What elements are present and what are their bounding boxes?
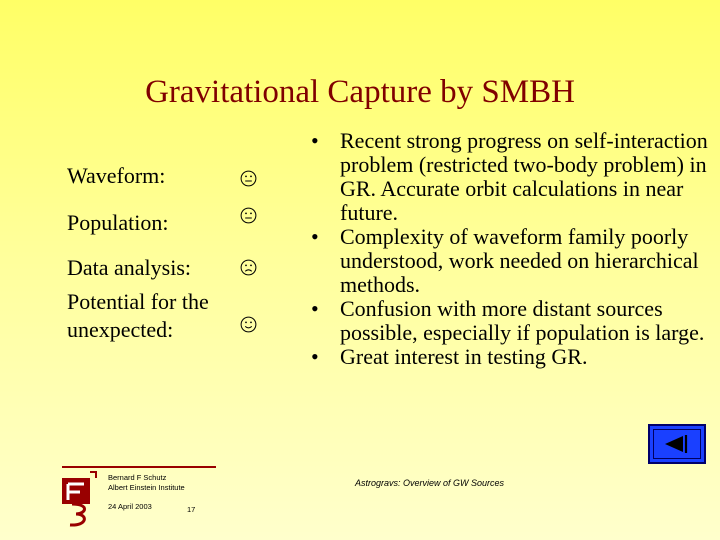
bullet-text: Confusion with more distant sources possible, especially if population is large.	[340, 296, 705, 345]
potential-label-line2: unexpected:	[67, 317, 174, 342]
sad-face-icon	[240, 259, 257, 276]
page-number: 17	[187, 505, 196, 514]
footer-center-text: Astrogravs: Overview of GW Sources	[355, 478, 505, 488]
footer-date: 24 April 2003	[108, 502, 152, 511]
footer-author: Bernard F Schutz	[108, 473, 167, 482]
bullet-text: Great interest in testing GR.	[340, 344, 588, 369]
neutral-face-icon	[240, 207, 257, 224]
neutral-face-icon	[240, 170, 257, 187]
back-button[interactable]	[648, 424, 706, 464]
potential-label-line1: Potential for the	[67, 289, 209, 314]
population-label: Population:	[67, 210, 169, 235]
footer-divider	[62, 466, 216, 468]
data-analysis-label: Data analysis:	[67, 255, 192, 280]
institute-logo-icon	[56, 470, 100, 528]
bullet-text: Recent strong progress on self-interaction problem (restricted two-body problem) in GR. Accurate orbit calculations in near future.	[340, 128, 708, 225]
bullet-text: Complexity of waveform family poorly understood, work needed on hierarchical methods.	[340, 224, 699, 297]
bullet-marker: •	[311, 344, 319, 369]
bullet-list	[311, 129, 711, 369]
bullet-marker: •	[311, 296, 319, 321]
triangle-left-icon	[650, 426, 704, 462]
bullet-marker: •	[311, 128, 319, 153]
footer-institute: Albert Einstein Institute	[108, 483, 185, 492]
bullet-marker: •	[311, 224, 319, 249]
list-item	[311, 129, 711, 225]
list-item	[311, 297, 711, 345]
smiley-face-icon	[240, 316, 257, 333]
list-item	[311, 225, 711, 297]
list-item	[311, 345, 711, 369]
waveform-label: Waveform:	[67, 163, 166, 188]
slide-title: Gravitational Capture by SMBH	[145, 74, 575, 110]
